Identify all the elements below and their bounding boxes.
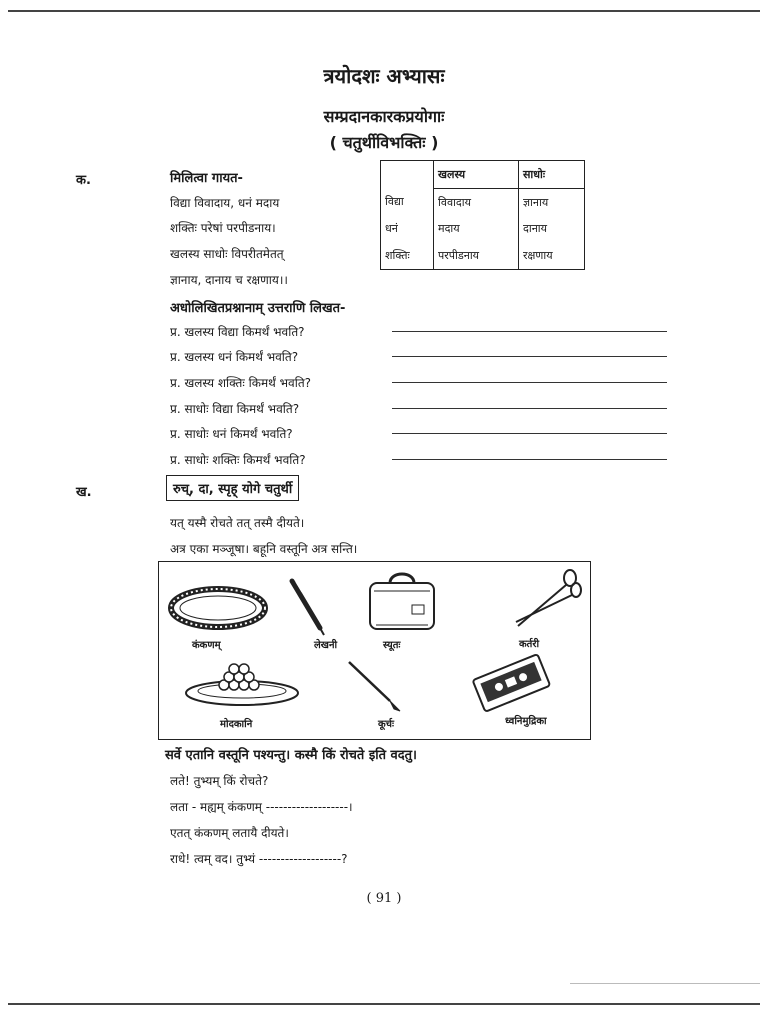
table-cell: शक्तिः	[385, 249, 410, 263]
question-item: प्र. साधोः विद्या किमर्थं भवति?	[170, 402, 300, 416]
question-item: प्र. खलस्य धनं किमर्थं भवति?	[170, 350, 299, 364]
table-row	[381, 188, 585, 215]
dialog-line: एतत् कंकणम् लतायै दीयते।	[170, 826, 289, 840]
song-line: खलस्य साधोः विपरीतमेतत्	[170, 247, 284, 261]
dialog-line: लते! तुभ्यम् किं रोचते?	[170, 774, 269, 788]
question-item: प्र. खलस्य शक्तिः किमर्थं भवति?	[170, 376, 312, 390]
table-cell: परपीडनाय	[434, 242, 519, 269]
song-line: ज्ञानाय, दानाय च रक्षणाय।।	[170, 273, 288, 287]
question-item: प्र. खलस्य विद्या किमर्थं भवति?	[170, 325, 305, 339]
page-subtitle-case: ( चतुर्थीविभक्तिः )	[329, 133, 439, 152]
pen-picture	[288, 578, 328, 638]
answer-blank-line[interactable]	[392, 356, 667, 357]
bag-picture	[366, 569, 440, 633]
song-line: विद्या विवादाय, धनं मदाय	[170, 196, 280, 210]
bangle-picture	[168, 585, 268, 635]
answer-blank-line[interactable]	[392, 459, 667, 460]
cassette-picture	[470, 654, 552, 710]
scissors-label: कर्तरी	[519, 639, 540, 650]
brush-picture	[346, 659, 406, 715]
comparison-table	[380, 160, 585, 270]
table-cell: धनं	[385, 222, 398, 236]
bottom-border-rule	[8, 1003, 760, 1005]
dialog-line: लता - मह्यम् कंकणम् -------------------।	[170, 800, 353, 814]
table-cell: मदाय	[434, 216, 519, 243]
questions-heading: अधोलिखितप्रश्नानाम् उत्तराणि लिखत-	[170, 301, 346, 316]
section-ka-heading: मिलित्वा गायत-	[170, 171, 243, 186]
bangle-label: कंकणम्	[192, 640, 221, 651]
section-kha-label: ख.	[76, 485, 92, 500]
table-header-row	[381, 161, 585, 189]
table-header-cell	[381, 161, 434, 189]
answer-blank-line[interactable]	[392, 433, 667, 434]
table-cell: रक्षणाय	[519, 242, 585, 269]
faint-divider	[570, 983, 760, 984]
table-cell: दानाय	[519, 216, 585, 243]
table-cell: ज्ञानाय	[519, 188, 585, 215]
song-line: शक्तिः परेषां परपीडनाय।	[170, 221, 276, 235]
table-row	[381, 216, 585, 243]
dialog-line: राधे! त्वम् वद। तुभ्यं -------------------?	[170, 852, 348, 866]
section-kha-line: अत्र एका मञ्जूषा। बहूनि वस्तूनि अत्र सन्ति।	[170, 542, 358, 556]
section-kha-line: यत् यस्मै रोचते तत् तस्मै दीयते।	[170, 516, 305, 530]
table-row	[381, 242, 585, 269]
question-item: प्र. साधोः धनं किमर्थं भवति?	[170, 427, 293, 441]
sweets-picture	[184, 661, 300, 709]
answer-blank-line[interactable]	[392, 331, 667, 332]
cassette-label: ध्वनिमुद्रिका	[505, 716, 547, 727]
answer-blank-line[interactable]	[392, 408, 667, 409]
table-cell: विद्या	[385, 195, 404, 209]
page-title: त्रयोदशः अभ्यासः	[323, 64, 445, 88]
section-kha-boxed-title: रुच्, दा, स्पृह् योगे चतुर्थी	[166, 475, 299, 501]
page-subtitle: सम्प्रदानकारकप्रयोगाः	[323, 107, 445, 126]
scissors-picture	[512, 568, 582, 630]
table-header-cell: साधोः	[519, 161, 585, 189]
page-number: ( 91 )	[366, 891, 402, 906]
section-ka-label: क.	[76, 173, 91, 188]
sweets-label: मोदकानि	[220, 719, 253, 730]
section-kha-instruction: सर्वे एतानि वस्तूनि पश्यन्तु। कस्मै किं रोचते इति वदतु।	[165, 748, 417, 763]
table-cell: विवादाय	[434, 188, 519, 215]
question-item: प्र. साधोः शक्तिः किमर्थं भवति?	[170, 453, 306, 467]
top-border-rule	[8, 10, 760, 12]
table-header-cell: खलस्य	[434, 161, 519, 189]
brush-label: कूर्चः	[378, 719, 395, 730]
answer-blank-line[interactable]	[392, 382, 667, 383]
bag-label: स्यूतः	[383, 640, 401, 651]
pen-label: लेखनी	[314, 640, 338, 651]
